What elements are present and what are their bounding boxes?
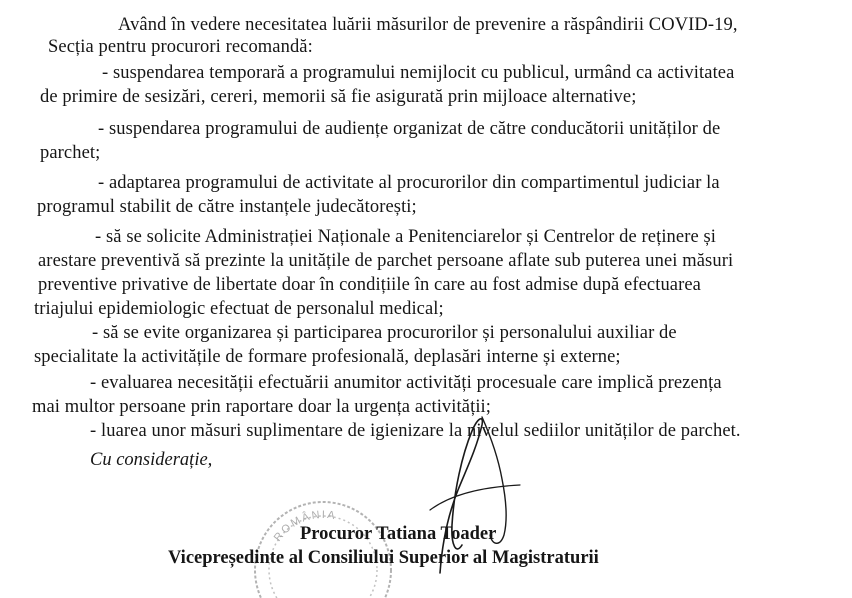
paragraph-line: - să se solicite Administrației Naționale a Penitenciarelor și Centrelor de reținere și bbox=[95, 227, 717, 247]
paragraph-line: preventive privative de libertate doar în condițiile în care au fost admise după efectuarea bbox=[38, 275, 701, 295]
paragraph-line: programul stabilit de către instanțele judecătorești; bbox=[37, 197, 417, 217]
paragraph-line: specialitate la activitățile de formare profesională, deplasări interne și externe; bbox=[34, 347, 621, 367]
closing-salutation: Cu considerație, bbox=[90, 450, 213, 470]
stamp-text: ROMÂNIA bbox=[271, 508, 338, 544]
paragraph-line: Având în vedere necesitatea luării măsurilor de prevenire a răspândirii COVID-19, bbox=[118, 15, 738, 35]
paragraph-line: parchet; bbox=[40, 143, 101, 163]
paragraph-line: de primire de sesizări, cereri, memorii să fie asigurată prin mijloace alternative; bbox=[40, 87, 637, 107]
signatory-name: Procuror Tatiana Toader bbox=[300, 524, 497, 544]
paragraph-line: - adaptarea programului de activitate al procurorilor din compartimentul judiciar la bbox=[98, 173, 720, 193]
paragraph-line: - să se evite organizarea și participarea procurorilor și personalului auxiliar de bbox=[92, 323, 677, 343]
paragraph-line: - suspendarea temporară a programului nemijlocit cu publicul, urmând ca activitatea bbox=[102, 63, 735, 83]
paragraph-line: - evaluarea necesității efectuării anumitor activități procesuale care implică prezența bbox=[90, 373, 722, 393]
paragraph-line: arestare preventivă să prezinte la unitățile de parchet persoane aflate sub puterea unei măsuri bbox=[38, 251, 734, 271]
paragraph-line: mai multor persoane prin raportare doar la urgența activității; bbox=[32, 397, 492, 417]
paragraph-line: - luarea unor măsuri suplimentare de igienizare la nivelul sediilor unităților de parchet. bbox=[90, 421, 741, 441]
signatory-title: Vicepreședinte al Consiliului Superior al Magistraturii bbox=[168, 548, 599, 568]
paragraph-line: Secția pentru procurori recomandă: bbox=[48, 37, 313, 57]
paragraph-line: triajului epidemiologic efectuat de personalul medical; bbox=[34, 299, 444, 319]
paragraph-line: - suspendarea programului de audiențe organizat de către conducătorii unităților de bbox=[98, 119, 721, 139]
